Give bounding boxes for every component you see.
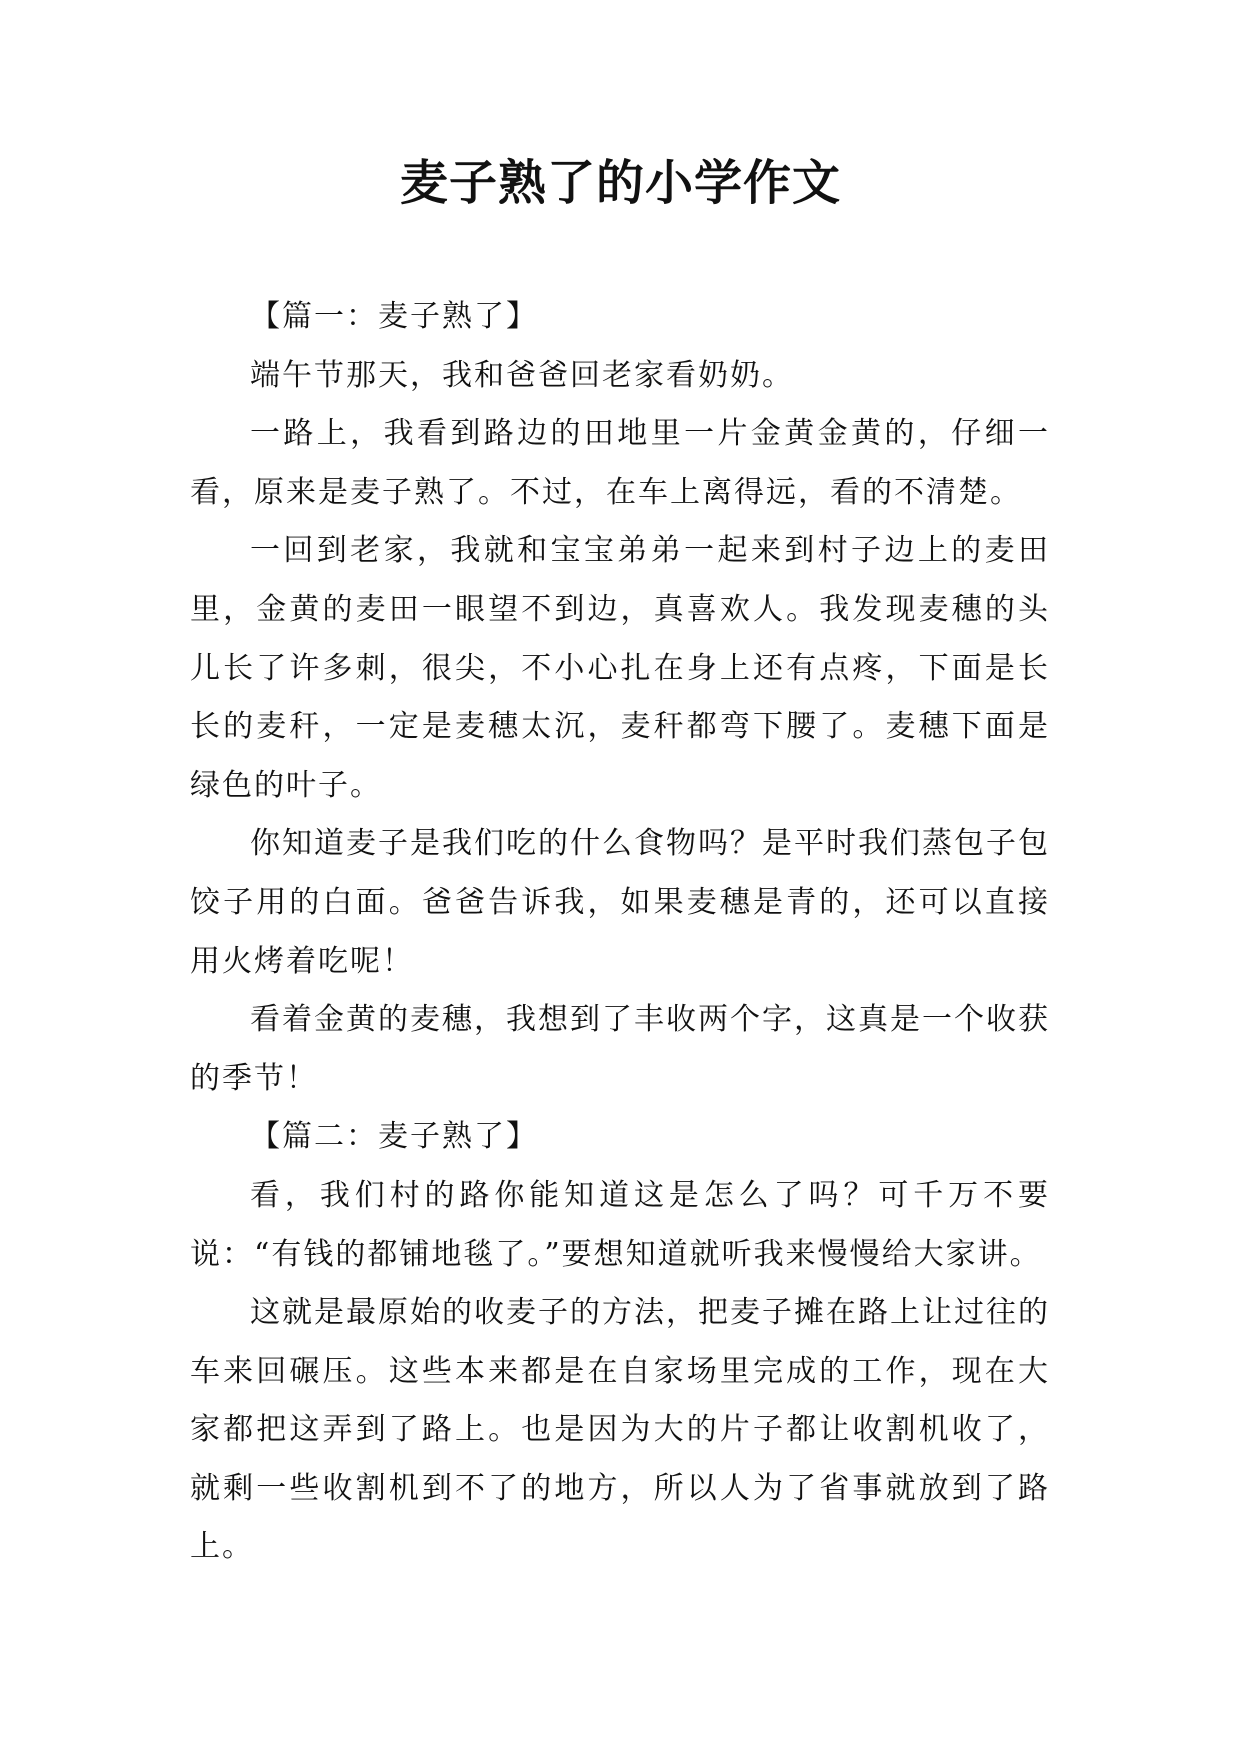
paragraph: 这就是最原始的收麦子的方法，把麦子摊在路上让过往的车来回碾压。这些本来都是在自家场里完成的工作，现在大家都把这弄到了路上。也是因为大的片子都让收割机收了，就剩一些收割机到不了的地方，所以人为了省事就放到了路上。 [190, 1295, 1050, 1565]
paragraph: 看，我们村的路你能知道这是怎么了吗？可千万不要说：“有钱的都铺地毯了。”要想知道就听我来慢慢给大家讲。 [190, 1177, 1050, 1272]
paragraph: 端午节那天，我和爸爸回老家看奶奶。 [250, 357, 794, 393]
paragraph: 一路上，我看到路边的田地里一片金黄金黄的，仔细一看，原来是麦子熟了。不过，在车上离得远，看的不清楚。 [190, 416, 1050, 510]
document-title: 麦子熟了的小学作文 [399, 155, 841, 211]
paragraph: 一回到老家，我就和宝宝弟弟一起来到村子边上的麦田里，金黄的麦田一眼望不到边，真喜欢人。我发现麦穗的头儿长了许多刺，很尖，不小心扎在身上还有点疼，下面是长长的麦秆，一定是麦穗太沉，麦秆都弯下腰了。麦穗下面是绿色的叶子。 [190, 533, 1050, 803]
document-body [190, 288, 1050, 1577]
paragraph: 你知道麦子是我们吃的什么食物吗？是平时我们蒸包子包饺子用的白面。爸爸告诉我，如果麦穗是青的，还可以直接用火烤着吃呢！ [190, 826, 1050, 979]
section-heading-2: 【篇二：麦子熟了】 [250, 1119, 538, 1155]
paragraph: 看着金黄的麦穗，我想到了丰收两个字，这真是一个收获的季节！ [190, 1002, 1050, 1096]
section-heading-1: 【篇一：麦子熟了】 [250, 299, 538, 334]
